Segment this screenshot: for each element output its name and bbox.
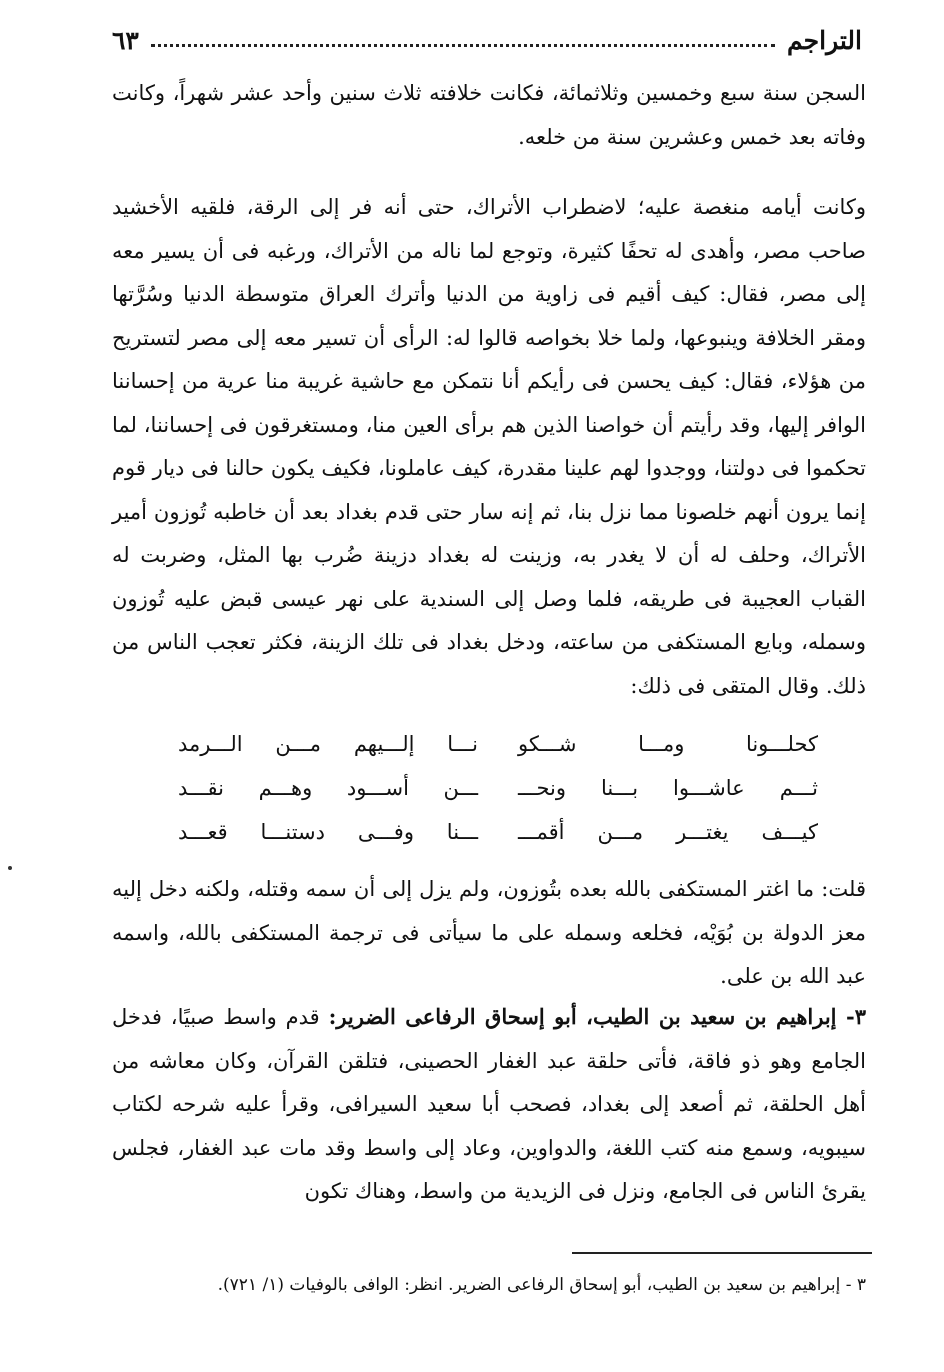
section-title: التراجم: [787, 25, 862, 55]
page-number: ٦٣: [112, 25, 139, 55]
dotted-leader: [151, 43, 775, 47]
poem-verse: [178, 810, 818, 854]
verse-second-hemistich: ـــن أســـود وهـــم نقـــد: [178, 776, 478, 800]
paragraph-2: [112, 186, 866, 708]
entry-heading: ٣- إبراهيم بن سعيد بن الطيب، أبو إسحاق الرفاعى الضرير:: [328, 1004, 866, 1029]
margin-speck: [8, 866, 12, 870]
verse-first-hemistich: كحلـــونا ومـــا شـــكو: [518, 732, 818, 756]
footnote-divider: [572, 1252, 872, 1254]
verse-first-hemistich: ثـــم عاشـــوا بـــنا ونحـــ: [518, 776, 818, 800]
entry-body: قدم واسط صبيًا، فدخل الجامع وهو ذو فاقة، فأتى حلقة عبد الغفار الحصينى، فتلقن القرآن، وكان معاشه من أهل الحلقة، ثم أصعد إلى بغداد، فصحب أبا سعيد السيرافى، وقرأ عليه شرحه لكتاب سيبويه، وسمع منه كتب اللغة، والدواوين، وعاد إلى واسط وقد مات عبد الغفار، فجلس يقرئ الناس فى الجامع، ونزل فى الزيدية من واسط، وهناك تكون: [112, 1005, 866, 1203]
page-header: [112, 18, 862, 62]
paragraph-1: [112, 72, 866, 159]
paragraph-text: وكانت أيامه منغصة عليه؛ لاضطراب الأتراك، حتى أنه فر إلى الرقة، فلقيه الأخشيد صاحب مصر، وأهدى له تحفًا كثيرة، وتوجع لما ناله من الأتراك، ورغبه فى أن يسير معه إلى مصر، فقال: كيف أقيم فى زاوية من الدنيا وأترك العراق متوسطة الدنيا وسُرَّتها ومقر الخلافة وينبوعها، ولما خلا بخواصه قالوا له: الرأى أن تسير معه إلى مصر لتستريح من هؤلاء، فقال: كيف يحسن فى رأيكم أنا نتمكن مع حاشية غريبة منا عرية من إحساننا الوافر إليها، وقد رأيتم أن خواصنا الذين هم برأى العين منا، ومستغرقون فى إحساننا، لما تحكموا فى دولتنا، ووجدوا لهم علينا مقدرة، كيف عاملونا، فكيف يكون حالنا فى ديار قوم إنما يرون أنهم خلصونا مما نزل بنا، ثم إنه سار حتى قدم بغداد بعد أن خاطبه تُوزون أمير الأتراك، وحلف له أن لا يغدر به، وزينت له بغداد دزينة ضُرب بها المثل، وضربت له القباب العجيبة فى طريقه، فلما وصل إلى السندية على نهر عيسى قبض عليه تُوزون وسمله، وبايع المستكفى من ساعته، ودخل بغداد فى تلك الزينة، فكثر تعجب الناس من ذلك. وقال المتقى فى ذلك:: [112, 195, 866, 698]
poem-verse: [178, 766, 818, 810]
poem-verse: [178, 722, 818, 766]
paragraph-text: السجن سنة سبع وخمسين وثلاثمائة، فكانت خلافته ثلاث سنين وأحد عشر شهراً، وكانت وفاته بعد خمس وعشرين سنة من خلعه.: [112, 81, 866, 149]
entry-paragraph: [112, 995, 866, 1214]
footnote: ٣ - إبراهيم بن سعيد بن الطيب، أبو إسحاق الرفاعى الضرير. انظر: الوافى بالوفيات (١/ ٧٢١).: [217, 1275, 866, 1295]
verse-second-hemistich: ـــنا وفـــى دستنـــا قعـــد: [178, 820, 478, 844]
verse-second-hemistich: نـــا إلـــيهم مـــن الـــرمد: [178, 732, 478, 756]
paragraph-text: قلت: ما اغتر المستكفى بالله بعده بتُوزون، ولم يزل إلى أن سمه وقتله، ولكنه دخل إليه معز الدولة بن بُوَيْه، فخلعه وسمله على ما سيأتى فى ترجمة المستكفى بالله، واسمه عبد الله بن على.: [112, 877, 866, 988]
poem: [178, 722, 818, 854]
entry-3: [112, 995, 866, 1214]
paragraph-3: [112, 868, 866, 999]
verse-first-hemistich: كيـــف يغتـــر مـــن أقمـــ: [518, 820, 818, 844]
